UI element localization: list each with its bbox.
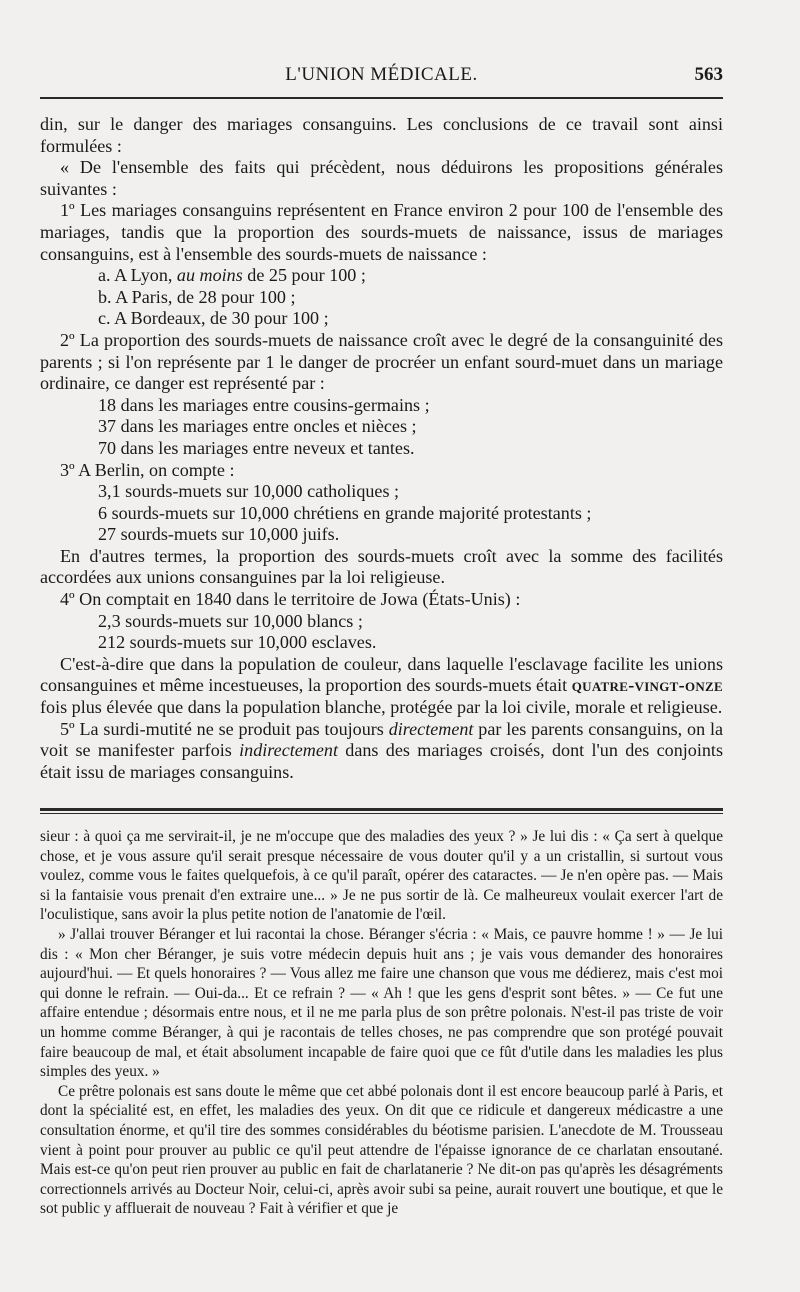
list-item: 27 sourds-muets sur 10,000 juifs. (98, 524, 340, 545)
feuilleton-rule-thin (40, 813, 723, 814)
list-item: 70 dans les mariages entre neveux et tantes. (98, 437, 415, 458)
list-item: 2,3 sourds-muets sur 10,000 blancs ; (98, 610, 363, 631)
proposition-1-a (40, 265, 723, 287)
proposition-2: 2º La proportion des sourds-muets de naissance croît avec le degré de la consanguinité des parents ; si l'on représente par 1 le danger de procréer un enfant sourd-muet dans un mariage ordinaire, ce danger est représenté par : (40, 329, 723, 394)
proposition-3: 3º A Berlin, on compte : (60, 459, 235, 480)
proposition-1-b: b. A Paris, de 28 pour 100 ; (98, 286, 296, 307)
proposition-4: 4º On comptait en 1840 dans le territoire de Jowa (États-Unis) : (60, 589, 521, 610)
prop5-emphasis-indirectement: indirectement (239, 740, 338, 761)
list-item: 37 dans les mariages entre oncles et nièces ; (98, 416, 417, 437)
prop5-text: 5º La surdi-mutité ne se produit pas toujours (60, 718, 389, 739)
feuilleton-paragraph-2: » J'allai trouver Béranger et lui racontai la chose. Béranger s'écria : « Mais, ce pauvre homme ! » — Je lui dis : « Mon cher Béranger, je suis votre médecin depuis huit ans ; je vais vous demander des honoraires aujourd'hui. — Et quels honoraires ? — Vous allez me faire une chanson que vous me dédierez, mais c'est moi qui donne le refrain. — Oui-da... Et ce refrain ? — « Ah ! que les gens d'esprit sont bêtes. » — Ce fut une affaire entendue ; désormais entre nous, et il ne me parla plus de son prêtre polonais. N'est-il pas triste de voir un homme comme Béranger, à qui je racontais de telles choses, ne pas comprendre que son protégé pouvait faire beaucoup de mal, et était absolument incapable de faire quoi que ce fût d'utile dans les maladies les plus simples des yeux. » (40, 925, 723, 1081)
page-header (40, 64, 723, 90)
running-title: L'UNION MÉDICALE. (285, 64, 478, 85)
prop5-text-3: dans des mariages croisés, dont l'un des conjoints était issu de mariages consanguins. (40, 740, 723, 782)
item-a-rest: de 25 pour 100 ; (242, 265, 366, 286)
small-caps-number: quatre-vingt-onze (571, 675, 723, 696)
item-a-emphasis: au moins (176, 265, 243, 286)
population-text: C'est-à-dire que dans la population de couleur, dans laquelle l'esclavage facilite les unions consanguines et même incestueuses, la proportion des sourds-muets était (40, 653, 723, 696)
main-text (40, 114, 723, 783)
page-number: 563 (694, 64, 723, 85)
feuilleton-text (40, 827, 723, 1219)
prop5-emphasis-directement: directement (388, 718, 474, 739)
paragraph-quote-open: « De l'ensemble des faits qui précèdent, nous déduirons les propositions générales suivantes : (40, 157, 723, 199)
header-rule (40, 97, 723, 99)
list-item: 3,1 sourds-muets sur 10,000 catholiques ; (98, 481, 400, 502)
proposition-5 (40, 719, 723, 784)
proposition-1: 1º Les mariages consanguins représentent en France environ 2 pour 100 de l'ensemble des mariages, tandis que la proportion des sourds-muets de naissance, issus de mariages consanguins, est à l'ensemble des sourds-muets de naissance : (40, 200, 723, 264)
paragraph-intro: din, sur le danger des mariages consanguins. Les conclusions de ce travail sont ainsi formulées : (40, 114, 723, 156)
population-rest: fois plus élevée que dans la population blanche, protégée par la loi civile, morale et religieuse. (40, 697, 723, 718)
list-item: 212 sourds-muets sur 10,000 esclaves. (98, 632, 377, 653)
feuilleton-paragraph-1: sieur : à quoi ça me servirait-il, je ne m'occupe que des maladies des yeux ? » Je lui dis : « Ça sert à quelque chose, et je vous assure qu'il serait presque nécessaire de vous douter qu'il y a un cristallin, si surtout vous voulez, comme vous le faites quelquefois, à ce qu'il paraît, opérer des cataractes. — Je n'en opère pas. — Mais si la fantaisie vous prenait d'en extraire une... » Je ne pus sortir de là. Ce malheureux voulait exercer l'art de l'oculistique, sans avoir la plus petite notion de l'anatomie de l'œil. (40, 828, 723, 924)
paragraph-summary: En d'autres termes, la proportion des sourds-muets croît avec la somme des facilités accordées aux unions consanguines par la loi religieuse. (40, 545, 723, 588)
item-a-text: a. A Lyon, (98, 265, 177, 286)
feuilleton-paragraph-3: Ce prêtre polonais est sans doute le même que cet abbé polonais dont il est encore beaucoup parlé à Paris, et dont la spécialité est, en effet, les maladies des yeux. On dit que ce ridicule et dangereux médicastre a une consultation énorme, et qu'il tire des sommes considérables du béotisme parisien. L'anecdote de M. Trousseau vient à point pour prouver au public ce qu'il peut attendre de l'épaisse ignorance de ce charlatan ensoutané. Mais est-ce qu'on peut rien prouver au public en fait de charlatanerie ? Ne dit-on pas qu'après les désagréments correctionnels arrivés au Docteur Noir, celui-ci, après avoir subi sa peine, aurait rouvert une boutique, et que le sot public y affluerait de nouveau ? Fait à vérifier et que je (40, 1082, 723, 1218)
list-item: 6 sourds-muets sur 10,000 chrétiens en grande majorité protestants ; (98, 502, 592, 523)
list-item: 18 dans les mariages entre cousins-germains ; (98, 394, 430, 415)
paragraph-population (40, 654, 723, 719)
prop5-text-2: par les parents consanguins, on la voit se manifester parfois (40, 718, 723, 761)
proposition-1-c: c. A Bordeaux, de 30 pour 100 ; (98, 308, 329, 329)
feuilleton-rule (40, 808, 723, 811)
